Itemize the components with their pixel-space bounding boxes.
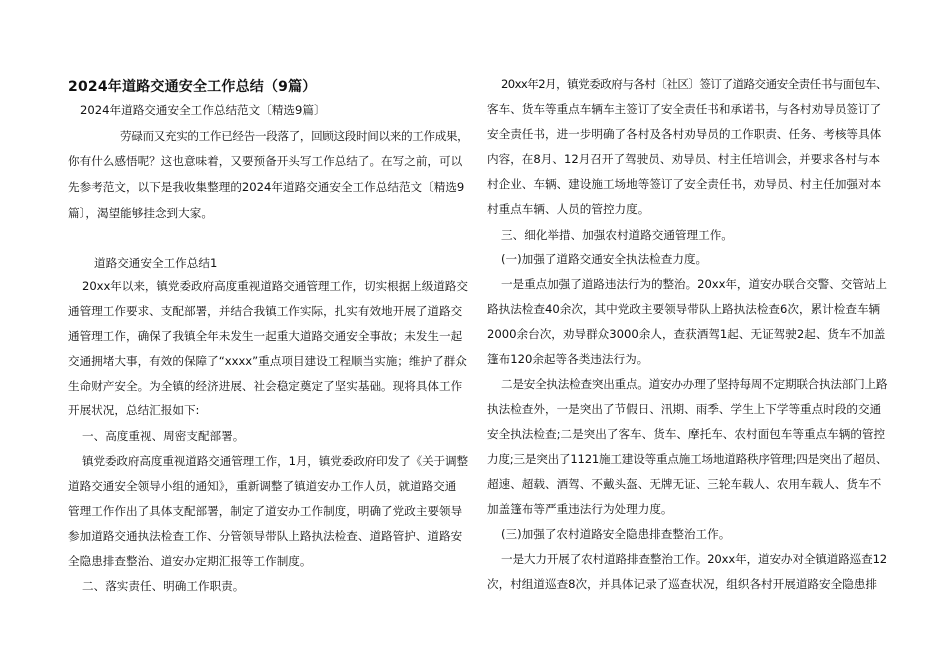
- text-line: 一是重点加强了道路违法行为的整治。20xx年，道安办联合交警、交管站上: [501, 277, 887, 291]
- text-line: 超速、超载、酒驾、不戴头盔、无牌无证、三轮车载人、农用车载人、货车不: [487, 477, 882, 491]
- text-line: 力度;三是突出了1121施工建设等重点施工场地道路秩序管理;四是突出了超员、: [487, 452, 888, 466]
- text-line: 篷布120余起等各类违法行为。: [487, 352, 649, 366]
- text-line: 20xx年以来，镇党委政府高度重视道路交通管理工作，切实根据上级道路交: [82, 279, 468, 293]
- text-line: 篇〕，渴望能够挂念到大家。: [68, 206, 213, 220]
- section-heading: 一、高度重视、周密支配部署。: [82, 429, 245, 443]
- text-line: 路执法检查40余次，其中党政主要领导带队上路执法检查6次，累计检查车辆: [487, 302, 881, 316]
- text-line: 交通拥堵大事，有效的保障了“xxxx”重点项目建设工程顺当实施；维护了群众: [68, 354, 467, 368]
- text-line: 安全责任书，进一步明确了各村及各村劝导员的工作职责、任务、考核等具体: [487, 127, 882, 141]
- section-heading: 道路交通安全工作总结1: [94, 256, 218, 270]
- text-line: 安全执法检查;二是突出了客车、货车、摩托车、农村面包车等重点车辆的管控: [487, 427, 886, 441]
- text-line: 通管理工作，确保了我镇全年未发生一起重大道路交通安全事故；未发生一起: [68, 329, 463, 343]
- subsection-heading: (一)加强了道路交通安全执法检查力度。: [501, 252, 708, 266]
- text-line: 管理工作作出了具体支配部署，制定了道安办工作制度，明确了党政主要领导: [68, 504, 463, 518]
- section-heading: 三、细化举措、加强农村道路交通管理工作。: [501, 228, 733, 242]
- text-line: 客车、货车等重点车辆车主签订了安全责任书和承诺书，与各村劝导员签订了: [487, 102, 882, 116]
- subsection-heading: (三)加强了农村道路安全隐患排查整治工作。: [501, 527, 731, 541]
- text-line: 2000余台次，劝导群众3000余人，查获酒驾1起、无证驾驶2起、货车不加盖: [487, 327, 886, 341]
- subtitle-line: 2024年道路交通安全工作总结范文〔精选9篇〕: [80, 103, 326, 117]
- text-line: 参加道路交通执法检查工作、分管领导带队上路执法检查、道路管护、道路安: [68, 529, 463, 543]
- text-line: 二是安全执法检查突出重点。道安办办理了坚持每周不定期联合执法部门上路: [501, 377, 888, 391]
- text-line: 加盖篷布等严重违法行为处理力度。: [487, 502, 673, 516]
- text-line: 次，村组道巡查8次，并具体记录了巡查状况，组织各村开展道路安全隐患排: [487, 577, 877, 591]
- text-line: 执法检查外，一是突出了节假日、汛期、雨季、学生上下学等重点时段的交通: [487, 402, 882, 416]
- text-line: 通管理工作要求、支配部署，并结合我镇工作实际，扎实有效地开展了道路交: [68, 304, 463, 318]
- text-line: 20xx年2月，镇党委政府与各村〔社区〕签订了道路交通安全责任书与面包车、: [501, 77, 887, 91]
- text-line: 你有什么感悟呢？这也意味着，又要预备开头写工作总结了。在写之前，可以: [68, 154, 463, 168]
- section-heading: 二、落实责任、明确工作职责。: [82, 579, 245, 593]
- text-line: 开展状况，总结汇报如下:: [68, 403, 200, 417]
- text-line: 全隐患排查整治、道安办定期汇报等工作制度。: [68, 554, 312, 568]
- text-line: 村企业、车辆、建设施工场地等签订了安全责任书，劝导员、村主任加强对本: [487, 177, 882, 191]
- document-title: 2024年道路交通安全工作总结（9篇）: [68, 79, 317, 95]
- text-line: 生命财产安全。为全镇的经济进展、社会稳定奠定了坚实基础。现将具体工作: [68, 379, 463, 393]
- text-line: 内容，在8月、12月召开了驾驶员、劝导员、村主任培训会，并要求各村与本: [487, 152, 881, 166]
- text-line: 劳碌而又充实的工作已经告一段落了，回顾这段时间以来的工作成果，: [120, 129, 469, 143]
- text-line: 村重点车辆、人员的管控力度。: [487, 202, 650, 216]
- text-line: 一是大力开展了农村道路排查整治工作。20xx年，道安办对全镇道路巡查12: [501, 552, 888, 566]
- text-line: 镇党委政府高度重视道路交通管理工作，1月，镇党委政府印发了《关于调整: [82, 454, 468, 468]
- text-line: 先参考范文，以下是我收集整理的2024年道路交通安全工作总结范文〔精选9: [68, 180, 465, 194]
- text-line: 道路交通安全领导小组的通知》，重新调整了镇道安办工作人员，就道路交通: [68, 479, 457, 493]
